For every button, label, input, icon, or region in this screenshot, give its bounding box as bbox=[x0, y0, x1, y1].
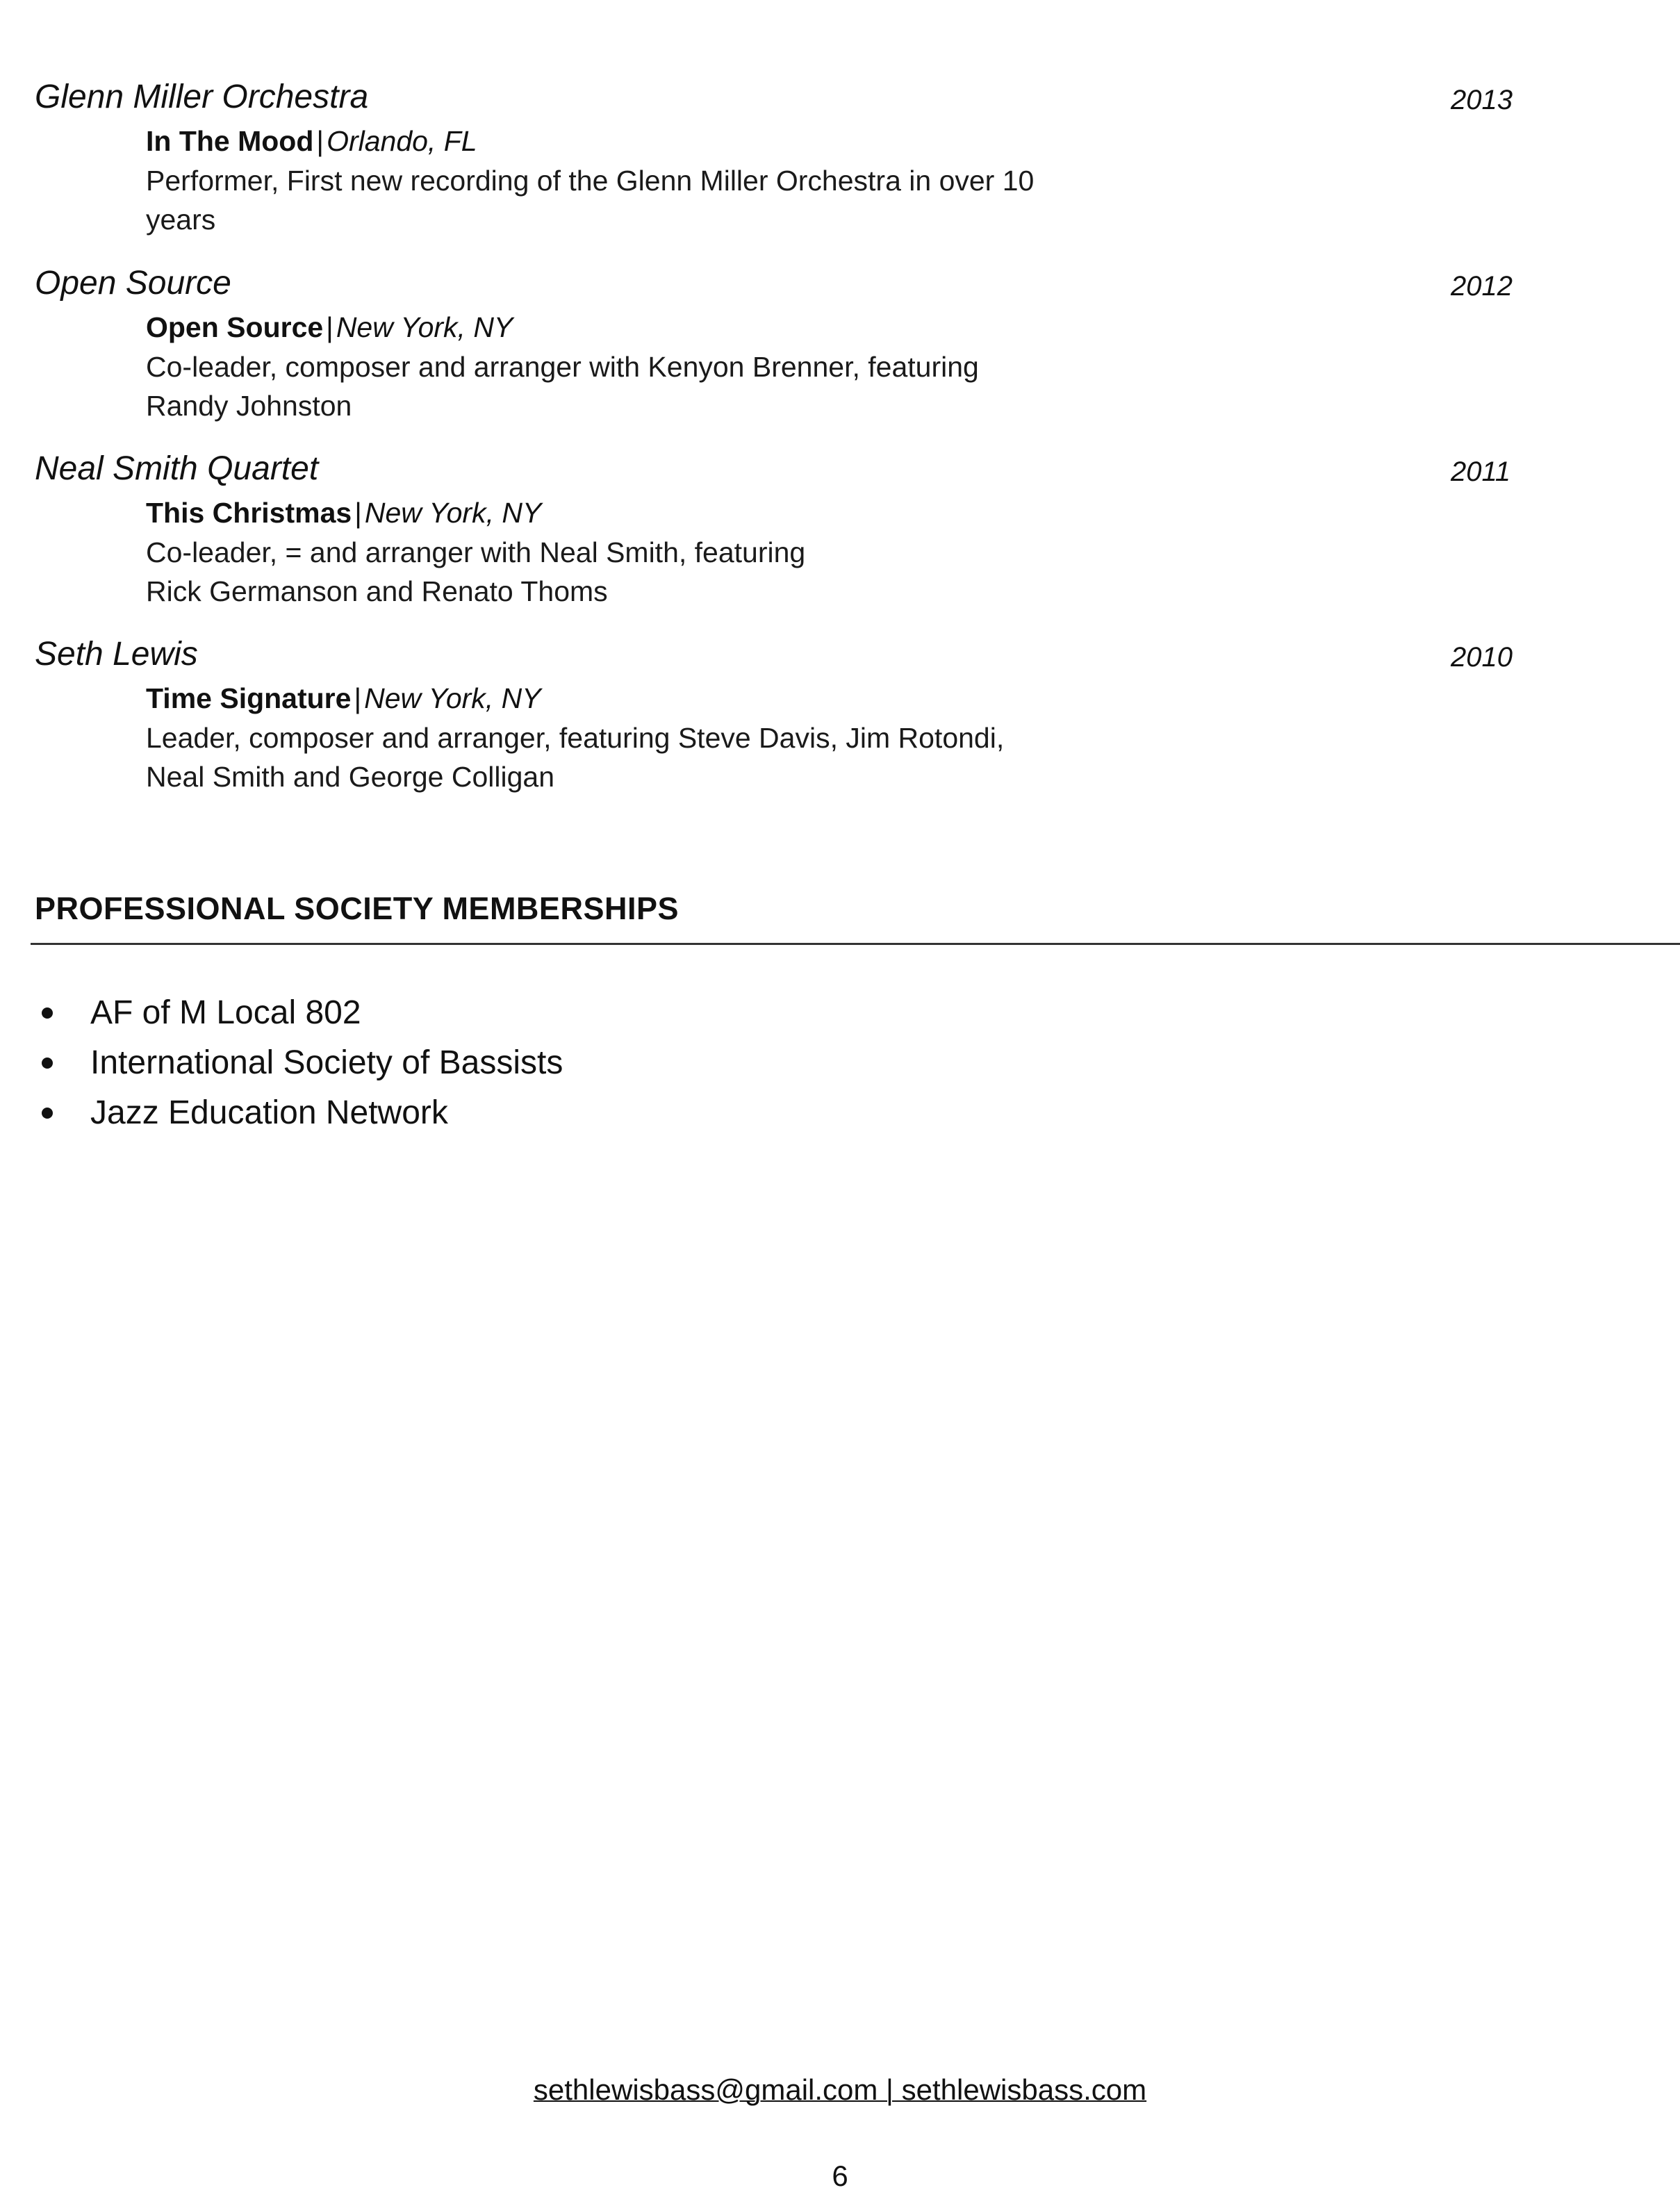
album-location: New York, NY bbox=[364, 497, 542, 529]
description-line: Performer, First new recording of the Glenn Miller Orchestra in over 10 bbox=[146, 165, 1035, 197]
separator: | bbox=[316, 125, 324, 157]
entry-description bbox=[146, 533, 805, 611]
list-item bbox=[35, 988, 563, 1038]
footer-contact bbox=[0, 2071, 1680, 2109]
album-line bbox=[146, 308, 513, 346]
list-item bbox=[35, 1038, 563, 1088]
separator: | bbox=[354, 682, 362, 714]
contact-link[interactable]: sethlewisbass@gmail.com | sethlewisbass.com bbox=[533, 2073, 1147, 2106]
bullet-icon bbox=[42, 1007, 53, 1019]
entry-description bbox=[146, 161, 1034, 239]
description-line: Co-leader, = and arranger with Neal Smith, featuring bbox=[146, 536, 806, 568]
artist-name: Seth Lewis bbox=[35, 636, 198, 673]
membership-label: International Society of Bassists bbox=[90, 1044, 563, 1081]
description-line: Leader, composer and arranger, featuring Steve Davis, Jim Rotondi, bbox=[146, 722, 1005, 754]
release-year: 2011 bbox=[1451, 456, 1511, 487]
section-heading: PROFESSIONAL SOCIETY MEMBERSHIPS bbox=[35, 891, 679, 926]
album-title: In The Mood bbox=[146, 125, 314, 157]
description-line: Neal Smith and George Colligan bbox=[146, 761, 554, 793]
description-line: Rick Germanson and Renato Thoms bbox=[146, 575, 608, 607]
description-line: Randy Johnston bbox=[146, 390, 352, 422]
separator: | bbox=[326, 311, 333, 343]
album-line bbox=[146, 680, 541, 717]
album-line bbox=[146, 494, 541, 532]
release-year: 2012 bbox=[1451, 271, 1513, 302]
membership-label: AF of M Local 802 bbox=[90, 994, 361, 1031]
list-item bbox=[35, 1088, 563, 1138]
release-year: 2010 bbox=[1451, 642, 1513, 673]
description-line: years bbox=[146, 204, 216, 236]
separator: | bbox=[354, 497, 362, 529]
artist-name: Open Source bbox=[35, 265, 231, 302]
description-line: Co-leader, composer and arranger with Kenyon Brenner, featuring bbox=[146, 351, 979, 383]
page-number: 6 bbox=[832, 2159, 848, 2192]
album-location: Orlando, FL bbox=[327, 125, 477, 157]
artist-name: Neal Smith Quartet bbox=[35, 450, 319, 487]
entry-description bbox=[146, 347, 979, 425]
bullet-icon bbox=[42, 1058, 53, 1069]
entry-description bbox=[146, 718, 1004, 796]
membership-label: Jazz Education Network bbox=[90, 1094, 448, 1131]
section-divider bbox=[31, 943, 1680, 945]
album-title: This Christmas bbox=[146, 497, 352, 529]
memberships-list bbox=[35, 988, 563, 1138]
release-year: 2013 bbox=[1451, 85, 1513, 115]
album-title: Open Source bbox=[146, 311, 324, 343]
bullet-icon bbox=[42, 1108, 53, 1119]
album-title: Time Signature bbox=[146, 682, 352, 714]
album-line bbox=[146, 122, 477, 160]
album-location: New York, NY bbox=[364, 682, 541, 714]
album-location: New York, NY bbox=[336, 311, 513, 343]
artist-name: Glenn Miller Orchestra bbox=[35, 79, 369, 115]
